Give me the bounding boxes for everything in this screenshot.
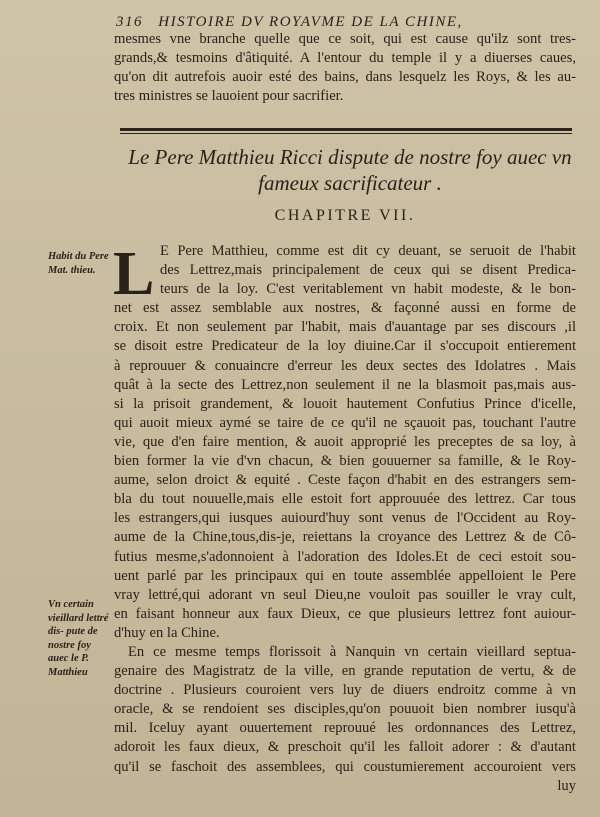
text-line: net est assez semblable aux nostres, & façonné aussi en forme de — [114, 300, 576, 317]
text-line: des Lettrez,mais principalement de ceux qui se disent Predica- — [160, 262, 576, 279]
text-line: en faisant honneur aux faux Dieux, ce que plusieurs lettrez font auiour- — [114, 605, 576, 622]
text-line: tres ministres se lauoient pour sacrifier. — [114, 88, 344, 105]
page-number: 316 — [116, 14, 143, 30]
text-line: En ce mesme temps florissoit à Nanquin vn certain vieillard septua- — [128, 643, 576, 660]
margin-note-habit: Habit du Pere Mat. thieu. — [48, 251, 109, 276]
running-title: HISTOIRE DV ROYAVME DE LA CHINE, — [158, 14, 463, 30]
text-line: d'huy en la Chine. — [114, 624, 220, 641]
text-line: qu'on dit autrefois auoir esté des bains, dans lesquelz les Roys, & les au- — [114, 69, 576, 86]
text-line: E Pere Matthieu, comme est dit cy deuant, se seruoit de l'habit — [160, 243, 576, 259]
text-line: qu'il se faschoit des assemblees, qui coustumierement accouroient vers — [114, 758, 576, 775]
chapter-title-line-1: Le Pere Matthieu Ricci dispute de nostre foy auec vn — [128, 145, 572, 169]
text-line: vie, que d'en faire mention, & auoit approprié les preceptes de sa loy, à — [114, 433, 576, 450]
text-line: croix. Et non seulement par l'habit, mais d'auantage par ses discours ,il — [114, 319, 576, 336]
text-line: qui auoit mieux aymé se taire de ce qu'il ne sçauoit pas, touchant l'autre — [114, 414, 576, 431]
page-header — [116, 14, 586, 31]
text-line: grands,& tesmoins d'âtiquité. A l'entour du temple il y a diuerses caues, — [114, 50, 576, 67]
text-line: aume de la Chine,tous,dis-je, reiettans la croyance des Lettrez & de Cô- — [114, 529, 576, 546]
chapter-heading: CHAPITRE VII. — [274, 207, 416, 224]
previous-chapter-ending — [114, 30, 576, 106]
text-line: les estrangers,qui iusques auiourd'huy sont venus de l'Occident au Roy- — [114, 510, 576, 527]
text-line: futius mesme,s'adonnoient à l'adoration des Idoles.Et de ceci estoit sou- — [114, 548, 576, 565]
text-line: teurs de la loy. C'est veritablement vn habit modeste, & le bon- — [160, 281, 576, 298]
text-line: mesmes vne branche quelle que ce soit, qui est cause qu'ilz sont tres- — [114, 31, 576, 47]
text-line: aume, selon droict & equité . Ceste façon d'habit en des estrangers sem- — [114, 472, 576, 489]
text-line: quât à la secte des Lettrez,non seulement il ne la blasmoit pas,mais aus- — [114, 376, 576, 393]
text-line: vray lettré,qui adorant vn seul Dieu,ne vouloit pas souiller le vray cult, — [114, 586, 576, 603]
text-line: adoroit les faux dieux, & preschoit qu'il les falloit adorer : & d'autant — [114, 739, 576, 756]
section-rule — [120, 128, 572, 131]
text-line: uent parlé par les principaux qui en toute assemblée appelloient le Pere — [114, 567, 576, 584]
text-line: se disoit estre Predicateur de la loy diuine.Car il s'occupoit entierement — [114, 338, 576, 355]
text-line: bien former la vie d'vn chacun, & bien gouuerner sa famille, & le Roy- — [114, 453, 576, 470]
text-line: oracle, & se rendoient ses disciples,qu'on pouuoit bien nombrer iusqu'à — [114, 701, 576, 718]
text-line: bla du tout nouuelle,mais elle estoit fort approuuée des lettrez. Car tous — [114, 491, 576, 508]
catchword: luy — [557, 777, 576, 794]
text-line: genaire des Magistratz de la ville, en grande reputation de vertu, & de — [114, 663, 576, 680]
chapter-title-line-2: fameux sacrificateur . — [258, 171, 442, 195]
text-line: si la prisoit grandement, & louoit hautement Confutius Prince d'icelle, — [114, 395, 576, 412]
text-line: doctrine . Plusieurs couroient vers luy de diuers endroitz comme à vn — [114, 682, 576, 699]
chapter-title — [110, 144, 590, 196]
chapter-body — [114, 242, 576, 796]
section-rule-thin — [120, 133, 572, 134]
margin-note-vieillard: Vn certain vieillard lettré dis- pute de nostre foy auec le P. Matthieu — [48, 599, 109, 678]
text-line: à reprouuer & conuaincre d'erreur les deux sectes des Idolatres . Mais — [114, 357, 576, 374]
text-line: mil. Iceluy ayant ouuertement reprouué les ordonnances des Lettrez, — [114, 720, 576, 737]
drop-cap-letter: L — [113, 240, 155, 308]
